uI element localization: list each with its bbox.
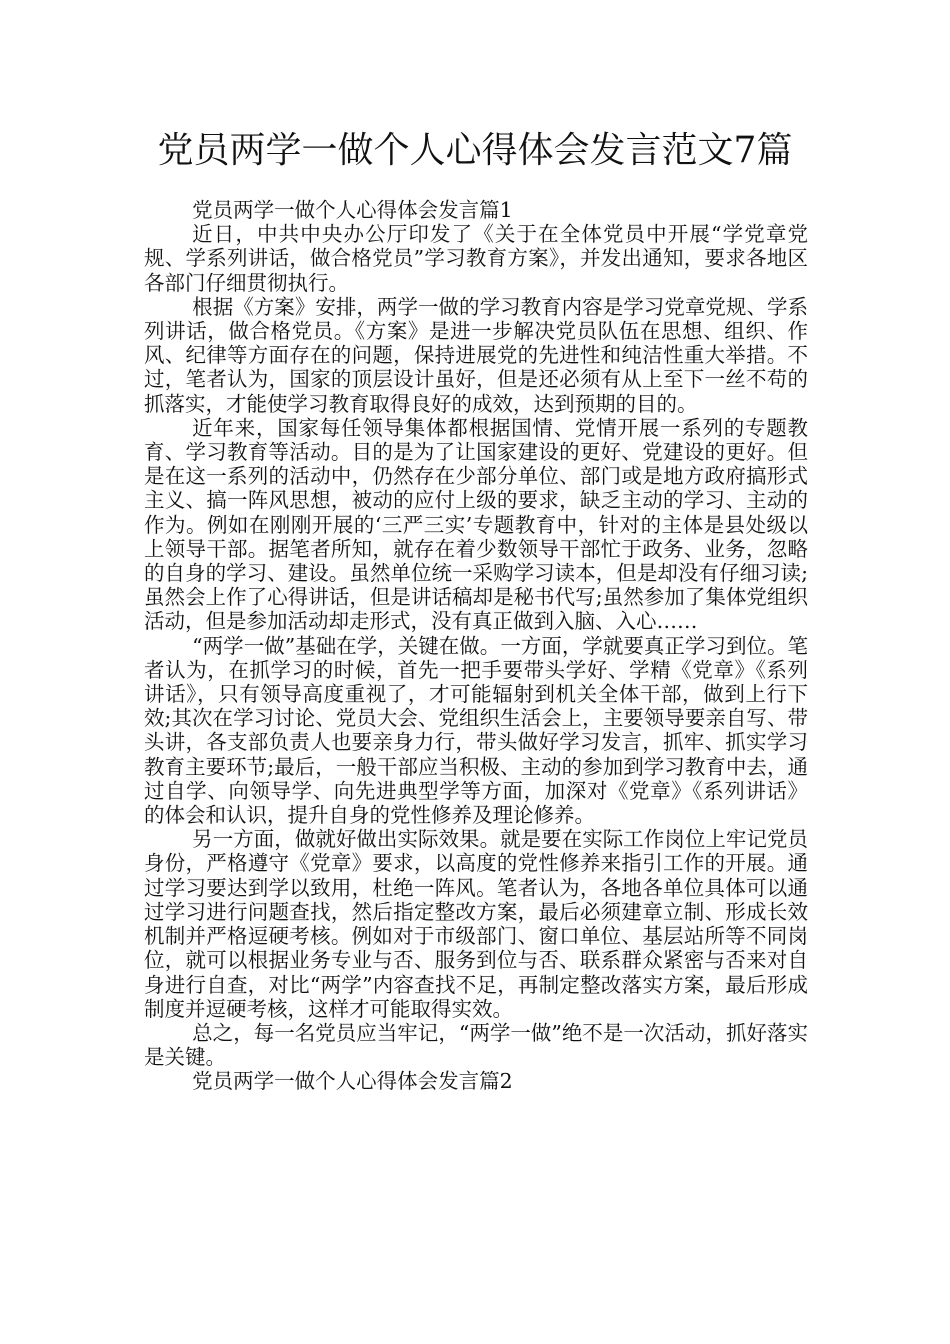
paragraph-4: “两学一做”基础在学，关键在做。一方面，学就要真正学习到位。笔者认为，在抓学习的时候，首先一把手要带头学好、学精《党章》《系列讲话》，只有领导高度重视了，才可能辐射到机关全体干部，做到上行下效;其次在学习讨论、党员大会、党组织生活会上，主要领导要亲自写、带头讲，各支部负责人也要亲身力行，带头做好学习发言，抓牢、抓实学习教育主要环节;最后，一般干部应当积极、主动的参加到学习教育中去，通过自学、向领导学、向先进典型学等方面，加深对《党章》《系列讲话》的体会和认识，提升自身的党性修养及理论修养。 [144, 633, 808, 828]
document-body [144, 198, 808, 1094]
document-title: 党员两学一做个人心得体会发言范文7篇 [157, 130, 793, 171]
paragraph-5: 另一方面，做就好做出实际效果。就是要在实际工作岗位上牢记党员身份，严格遵守《党章》要求，以高度的党性修养来指引工作的开展。通过学习要达到学以致用，杜绝一阵风。笔者认为，各地各单位具体可以通过学习进行问题查找，然后指定整改方案，最后必须建章立制、形成长效机制并严格逗硬考核。例如对于市级部门、窗口单位、基层站所等不同岗位，就可以根据业务专业与否、服务到位与否、联系群众紧密与否来对自身进行自查，对比“两学”内容查找不足，再制定整改落实方案，最后形成制度并逗硬考核，这样才可能取得实效。 [144, 827, 808, 1021]
section-heading-1: 党员两学一做个人心得体会发言篇1 [192, 198, 513, 222]
paragraph-3: 近年来，国家每任领导集体都根据国情、党情开展一系列的专题教育、学习教育等活动。目的是为了让国家建设的更好、党建设的更好。但是在这一系列的活动中，仍然存在少部分单位、部门或是地方政府搞形式主义、搞一阵风思想，被动的应付上级的要求，缺乏主动的学习、主动的作为。例如在刚刚开展的‘三严三实’专题教育中，针对的主体是县处级以上领导干部。据笔者所知，就存在着少数领导干部忙于政务、业务，忽略的自身的学习、建设。虽然单位统一采购学习读本，但是却没有仔细习读;虽然会上作了心得讲话，但是讲话稿却是秘书代写;虽然参加了集体党组织活动，但是参加活动却走形式，没有真正做到入脑、入心…… [144, 415, 808, 634]
paragraph-6: 总之，每一名党员应当牢记，“两学一做”绝不是一次活动，抓好落实是关键。 [144, 1020, 808, 1070]
paragraph-1: 近日，中共中央办公厅印发了《关于在全体党员中开展“学党章党规、学系列讲话，做合格党员”学习教育方案》，并发出通知，要求各地区各部门仔细贯彻执行。 [144, 222, 808, 295]
paragraph-2: 根据《方案》安排，两学一做的学习教育内容是学习党章党规、学系列讲话，做合格党员。《方案》是进一步解决党员队伍在思想、组织、作风、纪律等方面存在的问题，保持进展党的先进性和纯洁性重大举措。不过，笔者认为，国家的顶层设计虽好，但是还必须有从上至下一丝不苟的抓落实，才能使学习教育取得良好的成效，达到预期的目的。 [144, 294, 808, 416]
section-heading-2: 党员两学一做个人心得体会发言篇2 [192, 1069, 513, 1094]
